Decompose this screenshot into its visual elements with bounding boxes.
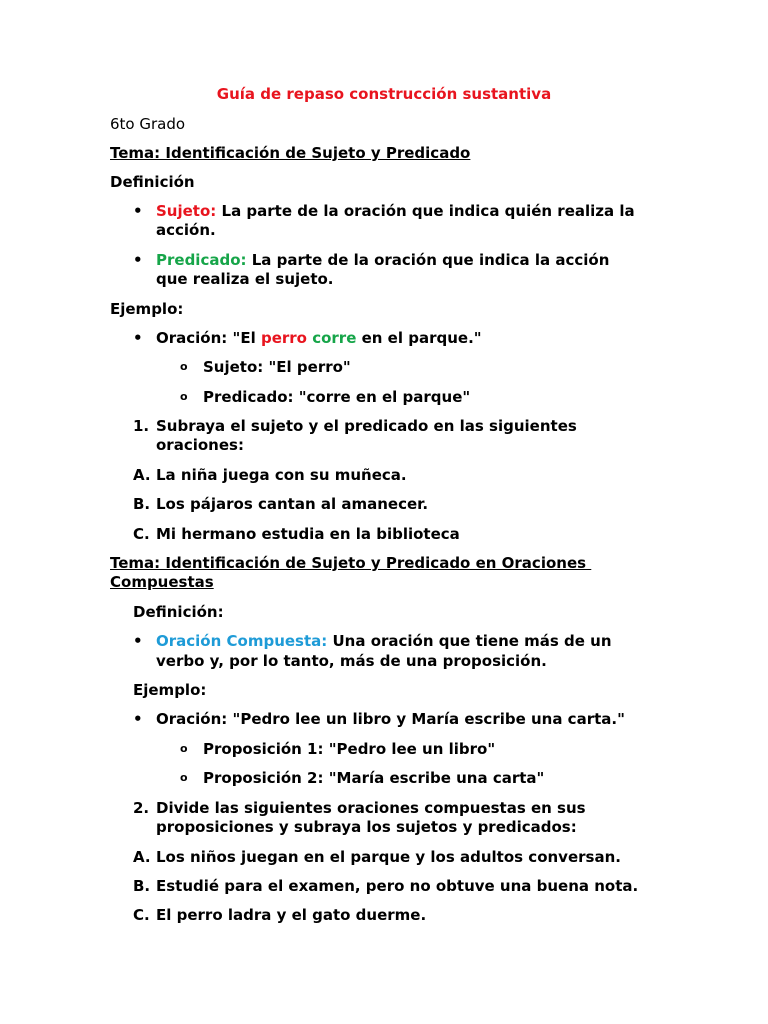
exercise1-item: La niña juega con su muñeca. bbox=[156, 466, 407, 484]
predicado-text: La parte de la oración que indica la acción bbox=[251, 251, 610, 269]
example-sentence bbox=[156, 328, 482, 348]
exercise2-item-letter: B. bbox=[133, 877, 151, 895]
section2-heading: Tema: Identificación de Sujeto y Predicado en Oraciones bbox=[110, 554, 592, 572]
example-predicate: Predicado: "corre en el parque" bbox=[203, 388, 471, 406]
section1-definition-label: Definición bbox=[110, 173, 195, 191]
example-prefix: Oración: "El bbox=[156, 329, 256, 347]
example-verb-word: corre bbox=[312, 329, 357, 347]
exercise2-item-letter: A. bbox=[133, 848, 151, 866]
example-subject-word: perro bbox=[260, 329, 307, 347]
bullet-icon: • bbox=[133, 329, 143, 347]
exercise1-item: Los pájaros cantan al amanecer. bbox=[156, 495, 429, 513]
hollow-bullet-icon: o bbox=[180, 742, 188, 755]
exercise2-item: Los niños juegan en el parque y los adultos conversan. bbox=[156, 848, 621, 866]
exercise2-item: El perro ladra y el gato duerme. bbox=[156, 906, 427, 924]
exercise1-item-letter: C. bbox=[133, 525, 150, 543]
section1-example-label: Ejemplo: bbox=[110, 300, 184, 318]
sujeto-text-continued: acción. bbox=[156, 221, 216, 239]
section2-example-label: Ejemplo: bbox=[133, 681, 207, 699]
sujeto-term: Sujeto: bbox=[156, 202, 217, 220]
bullet-icon: • bbox=[133, 202, 143, 220]
grade-label: 6to Grado bbox=[110, 115, 186, 133]
exercise1-item: Mi hermano estudia en la biblioteca bbox=[156, 525, 460, 543]
exercise1-item-letter: B. bbox=[133, 495, 151, 513]
compound-text: Una oración que tiene más de un bbox=[332, 632, 612, 650]
exercise2-item: Estudié para el examen, pero no obtuve una buena nota. bbox=[156, 877, 639, 895]
sujeto-definition bbox=[156, 201, 635, 221]
exercise1-number: 1. bbox=[133, 417, 150, 435]
section2-definition-label: Definición: bbox=[133, 603, 224, 621]
doc-title: Guía de repaso construcción sustantiva bbox=[216, 85, 552, 103]
hollow-bullet-icon: o bbox=[180, 360, 188, 373]
exercise2-item-letter: C. bbox=[133, 906, 150, 924]
section2-heading-continued: Compuestas bbox=[110, 573, 214, 591]
exercise2-instruction-continued: proposiciones y subraya los sujetos y predicados: bbox=[156, 818, 577, 836]
hollow-bullet-icon: o bbox=[180, 771, 188, 784]
exercise2-number: 2. bbox=[133, 799, 150, 817]
predicado-text-continued: que realiza el sujeto. bbox=[156, 270, 334, 288]
proposition-1: Proposición 1: "Pedro lee un libro" bbox=[203, 740, 496, 758]
compound-term: Oración Compuesta: bbox=[156, 632, 328, 650]
sujeto-text: La parte de la oración que indica quién realiza la bbox=[221, 202, 635, 220]
compound-text-continued: verbo y, por lo tanto, más de una proposición. bbox=[156, 652, 547, 670]
exercise1-instruction: Subraya el sujeto y el predicado en las siguientes bbox=[156, 417, 577, 435]
bullet-icon: • bbox=[133, 632, 143, 650]
exercise2-instruction: Divide las siguientes oraciones compuestas en sus bbox=[156, 799, 586, 817]
exercise1-instruction-continued: oraciones: bbox=[156, 436, 244, 454]
predicado-term: Predicado: bbox=[156, 251, 247, 269]
example-suffix: en el parque." bbox=[361, 329, 482, 347]
predicado-definition bbox=[156, 250, 609, 270]
exercise1-item-letter: A. bbox=[133, 466, 151, 484]
section1-heading: Tema: Identificación de Sujeto y Predicado bbox=[110, 144, 471, 162]
proposition-2: Proposición 2: "María escribe una carta" bbox=[203, 769, 545, 787]
compound-example-sentence: Oración: "Pedro lee un libro y María escribe una carta." bbox=[156, 710, 625, 728]
bullet-icon: • bbox=[133, 710, 143, 728]
bullet-icon: • bbox=[133, 251, 143, 269]
example-subject: Sujeto: "El perro" bbox=[203, 358, 351, 376]
compound-definition bbox=[156, 631, 612, 651]
hollow-bullet-icon: o bbox=[180, 390, 188, 403]
